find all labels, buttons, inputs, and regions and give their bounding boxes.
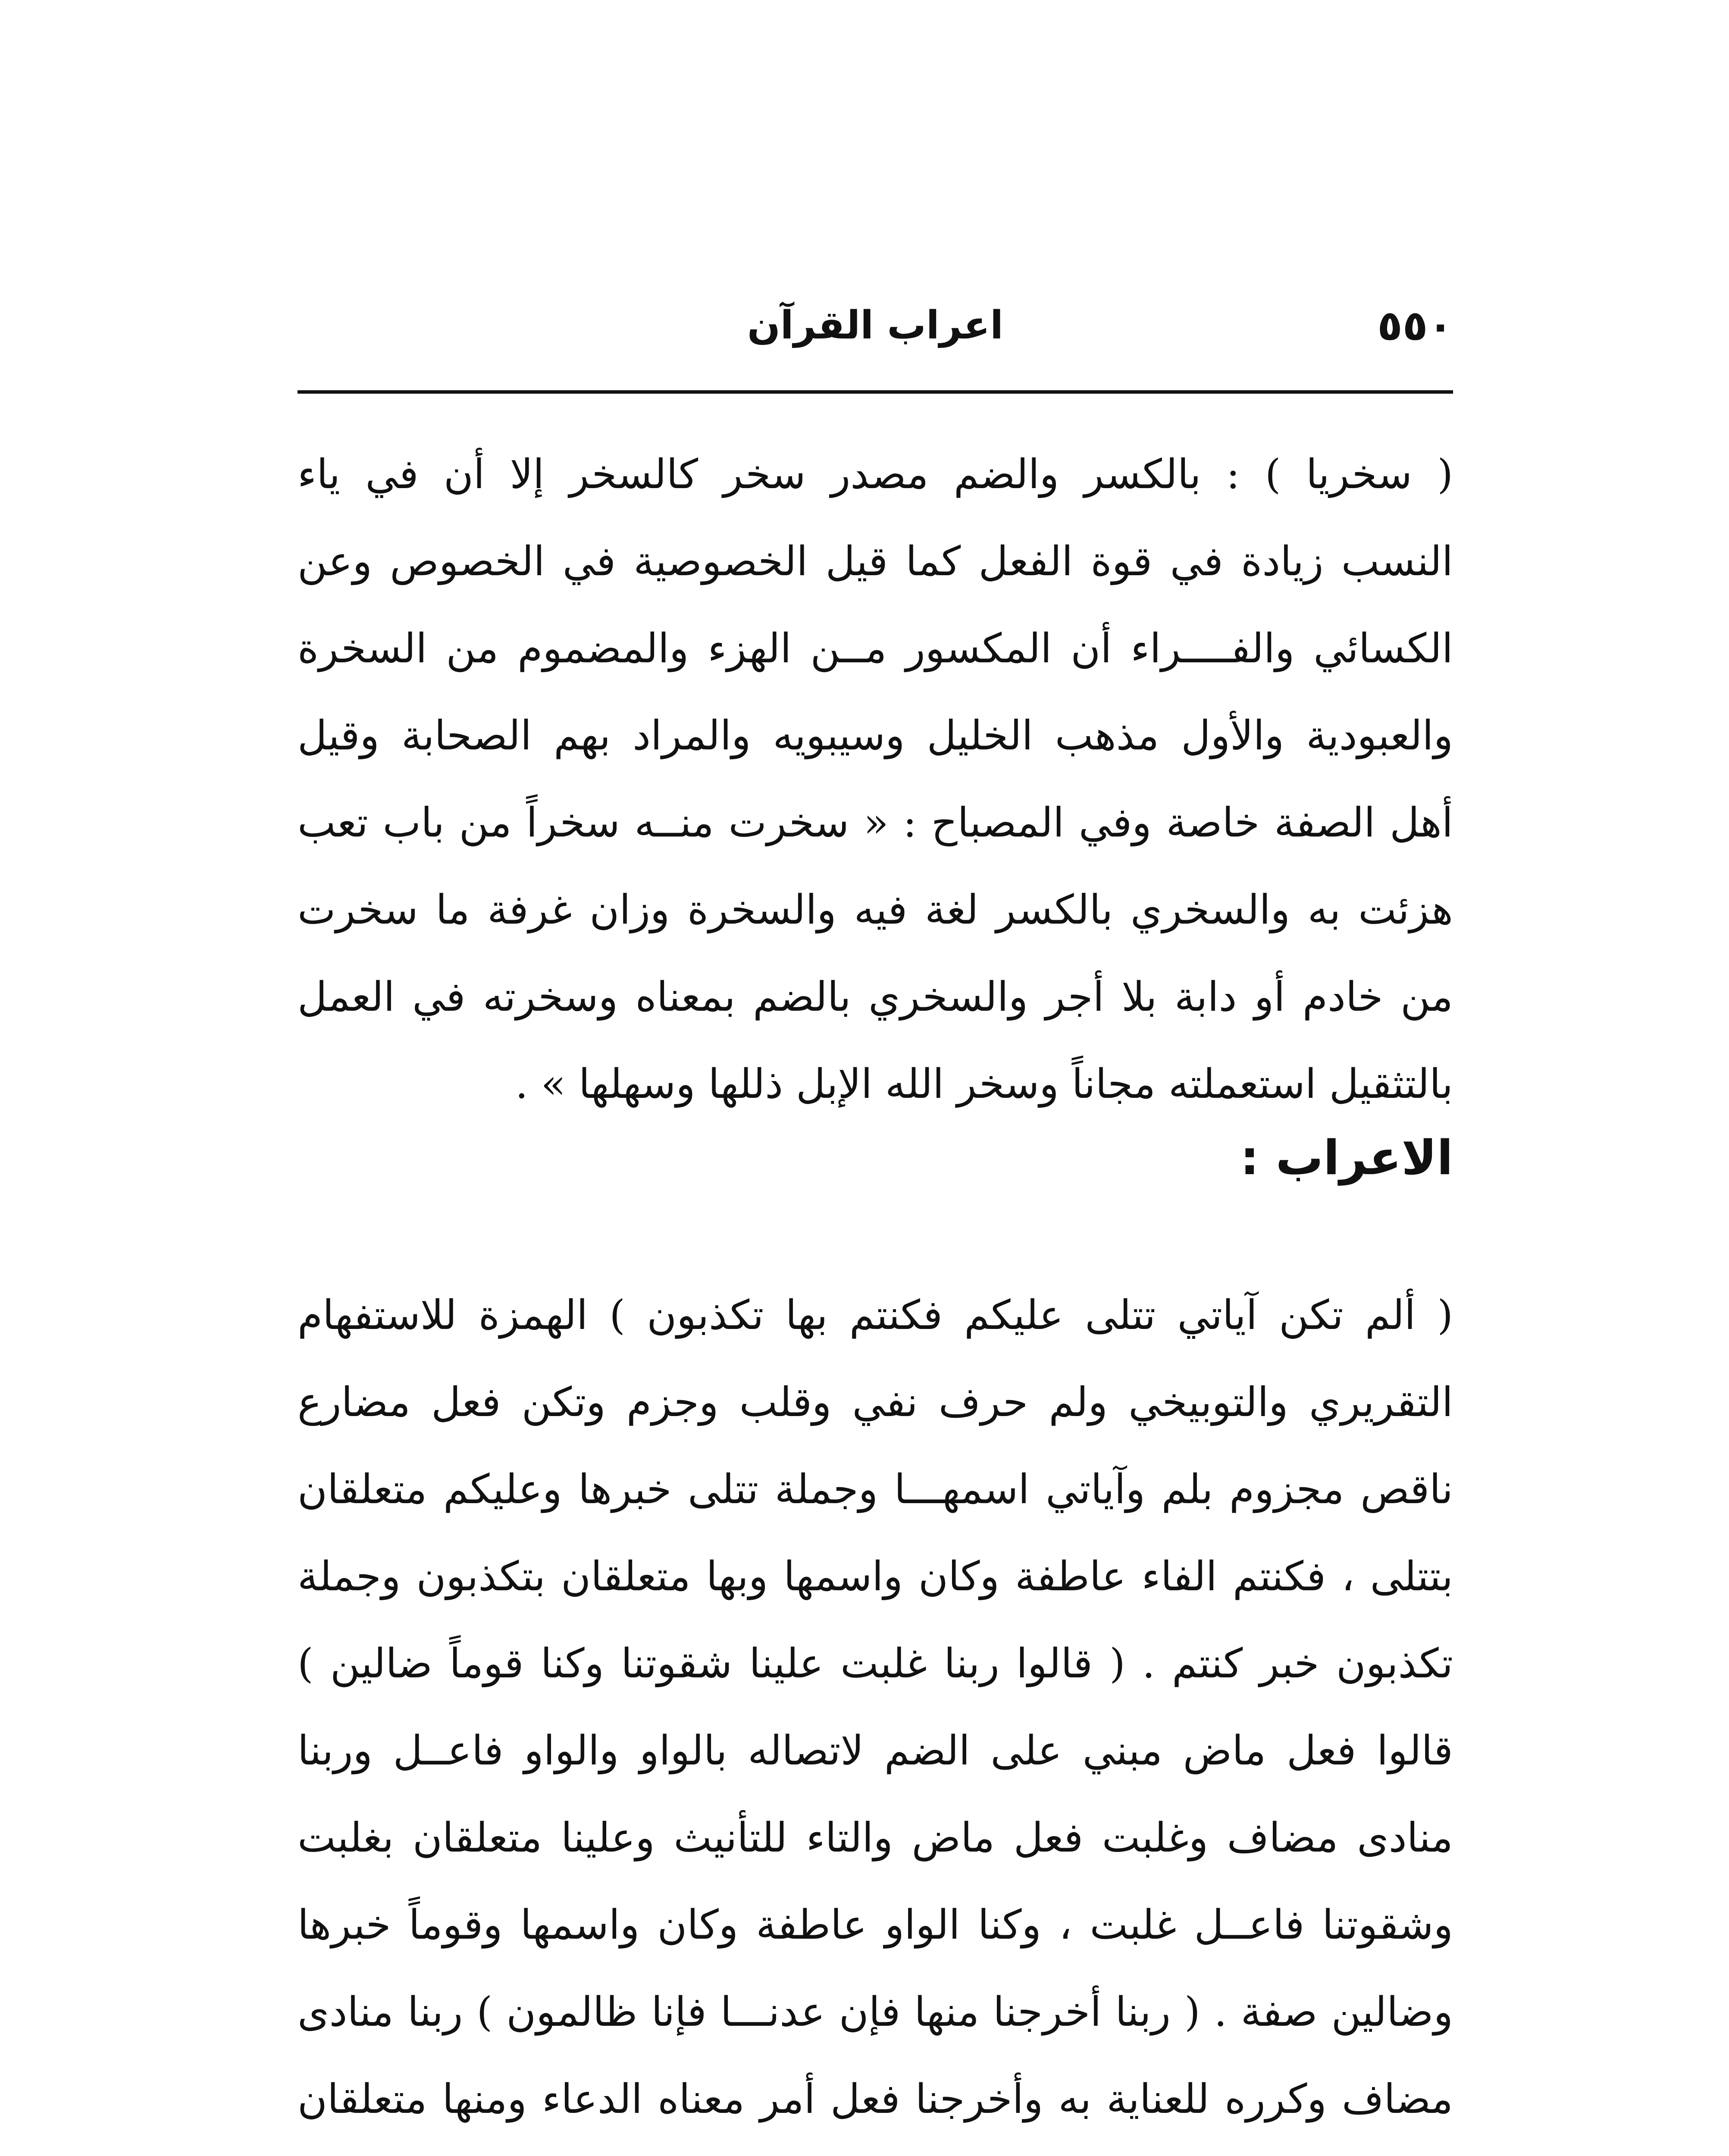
- text-line: والعبودية والأول مذهب الخليل وسيبويه والمراد بهم الصحابة وقيل: [298, 712, 1453, 759]
- text-line: أهل الصفة خاصة وفي المصباح : « سخرت منــه سخراً من باب تعب: [298, 799, 1453, 846]
- page-number: ٥٥٠: [1377, 301, 1453, 350]
- text-line: وشقوتنا فاعــل غلبت ، وكنا الواو عاطفة وكان واسمها وقوماً خبرها: [298, 1902, 1453, 1949]
- text-line: هزئت به والسخري بالكسر لغة فيه والسخرة وزان غرفة ما سخرت: [298, 887, 1453, 934]
- running-title: اعراب القرآن: [747, 303, 1003, 348]
- text-line: وضالين صفة . ( ربنا أخرجنا منها فإن عدنـــا فإنا ظالمون ) ربنا منادى: [298, 1989, 1453, 2036]
- text-line: النسب زيادة في قوة الفعل كما قيل الخصوصية في الخصوص وعن: [298, 538, 1453, 585]
- text-line: ناقص مجزوم بلم وآياتي اسمهـــا وجملة تتلى خبرها وعليكم متعلقان: [298, 1466, 1453, 1513]
- page-header: [298, 282, 1453, 369]
- text-line: من خادم أو دابة بلا أجر والسخري بالضم بمعناه وسخرته في العمل: [298, 974, 1453, 1021]
- irab-paragraph: [298, 1272, 1453, 2156]
- section-heading: الاعراب :: [1240, 1130, 1453, 1185]
- text-line: [298, 2143, 1453, 2156]
- text-line: تكذبون خبر كنتم . ( قالوا ربنا غلبت علينا شقوتنا وكنا قوماً ضالين ): [298, 1640, 1453, 1687]
- text-line: الكسائي والفــــراء أن المكسور مــن الهزء والمضموم من السخرة: [298, 625, 1453, 672]
- text-line: بتتلى ، فكنتم الفاء عاطفة وكان واسمها وبها متعلقان بتكذبون وجملة: [298, 1553, 1453, 1600]
- text-line: قالوا فعل ماض مبني على الضم لاتصاله بالواو والواو فاعــل وربنا: [298, 1727, 1453, 1774]
- text-line: بالتثقيل استعملته مجاناً وسخر الله الإبل ذللها وسهلها » .: [515, 1061, 1453, 1108]
- vocabulary-paragraph: [298, 431, 1453, 1128]
- header-rule: [298, 390, 1453, 394]
- text-line: ( ألم تكن آياتي تتلى عليكم فكنتم بها تكذبون ) الهمزة للاستفهام: [298, 1292, 1453, 1339]
- text-line: منادى مضاف وغلبت فعل ماض والتاء للتأنيث وعلينا متعلقان بغلبت: [298, 1814, 1453, 1861]
- text-line: التقريري والتوبيخي ولم حرف نفي وقلب وجزم وتكن فعل مضارع: [298, 1379, 1453, 1426]
- text-line: مضاف وكرره للعناية به وأخرجنا فعل أمر معناه الدعاء ومنها متعلقان: [298, 2076, 1453, 2123]
- text-line: ( سخريا ) : بالكسر والضم مصدر سخر كالسخر إلا أن في ياء: [298, 451, 1453, 498]
